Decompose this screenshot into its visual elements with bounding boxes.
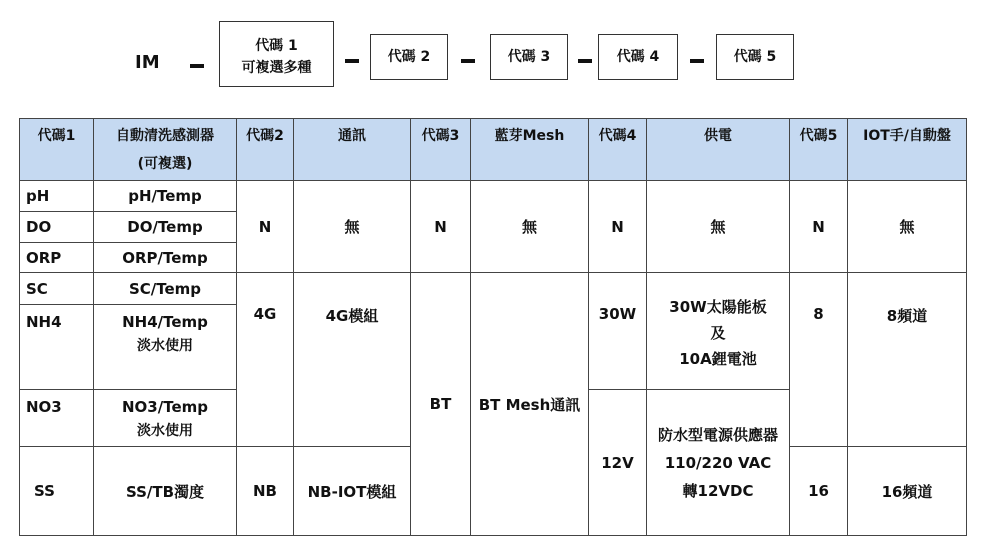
code1-box-label: 代碼 1 <box>255 38 298 54</box>
power-desc-line: 30W太陽能板 <box>669 298 767 316</box>
power-desc-line: 及 <box>710 324 726 342</box>
sensor-name: ORP/Temp <box>94 243 237 273</box>
power-desc-line: 10A鋰電池 <box>679 350 757 368</box>
sensor-code: NH4 <box>20 305 94 390</box>
sensor-name-main: NO3/Temp <box>121 398 208 416</box>
table-row <box>20 181 967 212</box>
sensor-code: SC <box>20 273 94 305</box>
header-code4: 代碼4 <box>589 119 647 181</box>
sensor-name-main: NH4/Temp <box>122 313 208 331</box>
product-code-table <box>19 118 967 536</box>
comm-desc: 無 <box>294 181 411 273</box>
header-code2: 代碼2 <box>237 119 294 181</box>
header-comm: 通訊 <box>294 119 411 181</box>
separator-dash <box>578 59 592 63</box>
iot-code: 16 <box>790 447 848 536</box>
power-code: 12V <box>589 390 647 536</box>
code3-box-label: 代碼 3 <box>507 49 551 65</box>
bt-code: N <box>411 181 471 273</box>
iot-code: N <box>790 181 848 273</box>
table-row <box>20 273 967 305</box>
code3-box <box>490 34 568 80</box>
code1-box <box>219 21 334 87</box>
sensor-code: SS <box>20 447 94 536</box>
code1-box-note: 可複選多種 <box>241 60 312 76</box>
power-code: N <box>589 181 647 273</box>
sensor-code: DO <box>20 212 94 243</box>
comm-code: 4G <box>237 273 294 447</box>
comm-code: NB <box>237 447 294 536</box>
comm-desc: NB-IOT模組 <box>294 447 411 536</box>
code5-box-label: 代碼 5 <box>733 49 777 65</box>
table-header-row <box>20 119 967 181</box>
power-desc: 無 <box>647 181 790 273</box>
iot-code: 8 <box>790 273 848 447</box>
header-bt: 藍芽Mesh <box>471 119 589 181</box>
bt-desc: 無 <box>471 181 589 273</box>
iot-desc: 16頻道 <box>848 447 967 536</box>
separator-dash <box>190 64 204 68</box>
sensor-name: SS/TB濁度 <box>94 447 237 536</box>
header-sensor <box>94 119 237 181</box>
sensor-name-note: 淡水使用 <box>137 423 193 439</box>
power-code: 30W <box>589 273 647 390</box>
header-code3: 代碼3 <box>411 119 471 181</box>
power-desc-line: 防水型電源供應器 <box>657 425 778 444</box>
separator-dash <box>461 59 475 63</box>
sensor-name-note: 淡水使用 <box>137 338 193 354</box>
iot-desc: 無 <box>848 181 967 273</box>
bt-desc: BT Mesh通訊 <box>471 273 589 536</box>
model-prefix: IM <box>135 52 160 73</box>
code4-box-label: 代碼 4 <box>616 49 660 65</box>
code2-box-label: 代碼 2 <box>387 49 431 65</box>
header-sensor-title: 自動清洗感測器 <box>116 128 214 144</box>
header-code1: 代碼1 <box>20 119 94 181</box>
sensor-code: NO3 <box>20 390 94 447</box>
bt-code: BT <box>411 273 471 536</box>
sensor-name <box>94 305 237 390</box>
sensor-code: ORP <box>20 243 94 273</box>
comm-desc: 4G模組 <box>294 273 411 447</box>
comm-code: N <box>237 181 294 273</box>
header-power: 供電 <box>647 119 790 181</box>
sensor-code: pH <box>20 181 94 212</box>
power-desc-line: 轉12VDC <box>682 481 754 500</box>
code5-box <box>716 34 794 80</box>
separator-dash <box>690 59 704 63</box>
sensor-name: SC/Temp <box>94 273 237 305</box>
header-code5: 代碼5 <box>790 119 848 181</box>
code2-box <box>370 34 448 80</box>
power-desc-line: 110/220 VAC <box>664 453 772 472</box>
header-sensor-note: (可複選) <box>137 156 193 172</box>
code-format-line <box>0 0 982 110</box>
separator-dash <box>345 59 359 63</box>
sensor-name <box>94 390 237 447</box>
power-desc <box>647 273 790 390</box>
sensor-name: DO/Temp <box>94 212 237 243</box>
header-iot: IOT手/自動盤 <box>848 119 967 181</box>
sensor-name: pH/Temp <box>94 181 237 212</box>
iot-desc: 8頻道 <box>848 273 967 447</box>
power-desc <box>647 390 790 536</box>
code4-box <box>598 34 678 80</box>
